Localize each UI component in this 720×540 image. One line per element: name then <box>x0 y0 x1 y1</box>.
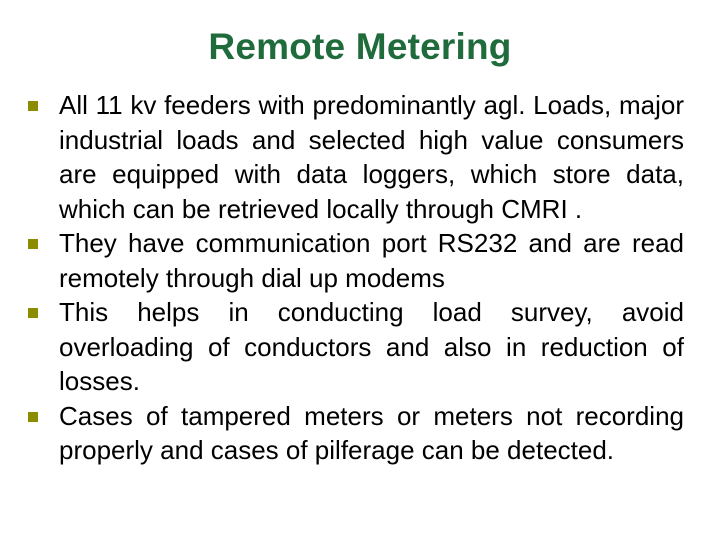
bullet-list <box>28 88 684 468</box>
square-bullet-icon <box>28 101 38 111</box>
bullet-item <box>28 399 684 468</box>
slide-title: Remote Metering <box>208 26 512 67</box>
square-bullet-icon <box>28 239 38 249</box>
bullet-text: All 11 kv feeders with predominantly agl. Loads, major industrial loads and selected high value consumers are equipped with data loggers, which store data, which can be retrieved locally through CMRI . <box>59 90 684 224</box>
bullet-item <box>28 88 684 226</box>
bullet-text: Cases of tampered meters or meters not recording properly and cases of pilferage can be detected. <box>59 400 684 465</box>
bullet-text: They have communication port RS232 and are read remotely through dial up modems <box>59 228 684 293</box>
bullet-item <box>28 226 684 295</box>
square-bullet-icon <box>28 412 38 422</box>
square-bullet-icon <box>28 308 38 318</box>
bullet-text: This helps in conducting load survey, avoid overloading of conductors and also in reduction of losses. <box>59 297 684 396</box>
bullet-item <box>28 295 684 399</box>
